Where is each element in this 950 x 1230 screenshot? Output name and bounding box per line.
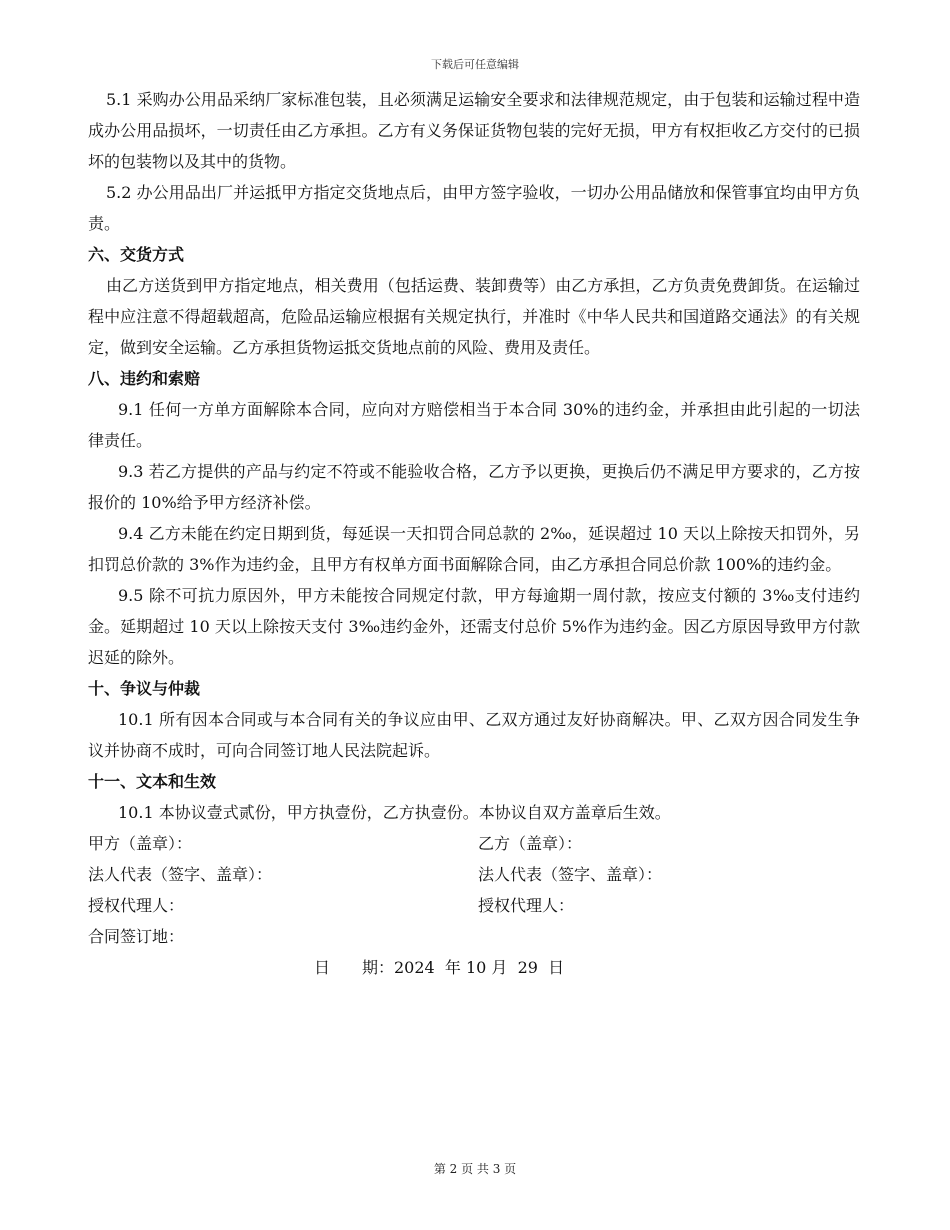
section-heading-delivery: 六、交货方式 <box>88 245 185 264</box>
page-number: 第 2 页 共 3 页 <box>433 1162 517 1176</box>
party-b-seal-label: 乙方（盖章）： <box>478 834 583 853</box>
clause-9-3: 9.3 若乙方提供的产品与约定不符或不能验收合格，乙方予以更换，更换后仍不满足甲方要求的，乙方按报价的 10%给予甲方经济补偿。 <box>88 462 860 512</box>
clause-9-5: 9.5 除不可抗力原因外，甲方未能按合同规定付款，甲方每逾期一周付款，按应支付额的 3‰支付违约金。延期超过 10 天以上除按天支付 3‰违约金外，还需支付总价 5%作为违约金。因乙方原因导致甲方付款迟延的除外。 <box>88 586 860 667</box>
section-heading-dispute: 十、争议与仲裁 <box>88 679 201 698</box>
signature-row-seal <box>88 828 860 859</box>
party-a-agent-label: 授权代理人： <box>88 896 185 915</box>
clause-11-1: 10.1 本协议壹式贰份，甲方执壹份，乙方执壹份。本协议自双方盖章后生效。 <box>118 803 671 822</box>
clause-5-1: 5.1 采购办公用品采纳厂家标准包装，且必须满足运输安全要求和法律规范规定，由于包装和运输过程中造成办公用品损坏，一切责任由乙方承担。乙方有义务保证货物包装的完好无损，甲方有权拒收乙方交付的已损坏的包装物以及其中的货物。 <box>88 90 860 171</box>
party-a-rep-label: 法人代表（签字、盖章）： <box>88 865 273 884</box>
page-header: 下载后可任意编辑 <box>431 58 519 71</box>
clause-5-2: 5.2 办公用品出厂并运抵甲方指定交货地点后，由甲方签字验收，一切办公用品储放和保管事宜均由甲方负责。 <box>88 183 860 233</box>
signing-place-label: 合同签订地： <box>88 927 185 946</box>
clause-9-1: 9.1 任何一方单方面解除本合同，应向对方赔偿相当于本合同 30%的违约金，并承担由此引起的一切法律责任。 <box>88 400 860 450</box>
signature-row-agent <box>88 890 860 921</box>
party-a-seal-label: 甲方（盖章）： <box>88 834 193 853</box>
signature-row-representative <box>88 859 860 890</box>
signing-date: 日 期：2024 年 10 月 29 日 <box>314 958 565 977</box>
party-b-rep-label: 法人代表（签字、盖章）： <box>478 865 663 884</box>
clause-10-1: 10.1 所有因本合同或与本合同有关的争议应由甲、乙双方通过友好协商解决。甲、乙双方因合同发生争议并协商不成时，可向合同签订地人民法院起诉。 <box>88 710 860 760</box>
clause-9-4: 9.4 乙方未能在约定日期到货，每延误一天扣罚合同总款的 2‰，延误超过 10 天以上除按天扣罚外，另扣罚总价款的 3%作为违约金，且甲方有权单方面书面解除合同，由乙方承担合同总价款 100%的违约金。 <box>88 524 860 574</box>
party-b-agent-label: 授权代理人： <box>478 896 575 915</box>
delivery-paragraph: 由乙方送货到甲方指定地点，相关费用（包括运费、装卸费等）由乙方承担，乙方负责免费卸货。在运输过程中应注意不得超载超高，危险品运输应根据有关规定执行，并准时《中华人民共和国道路交通法》的有关规定，做到安全运输。乙方承担货物运抵交货地点前的风险、费用及责任。 <box>88 276 860 357</box>
section-heading-effectiveness: 十一、文本和生效 <box>88 772 217 791</box>
section-heading-breach: 八、违约和索赔 <box>88 369 201 388</box>
contract-body <box>88 84 860 983</box>
